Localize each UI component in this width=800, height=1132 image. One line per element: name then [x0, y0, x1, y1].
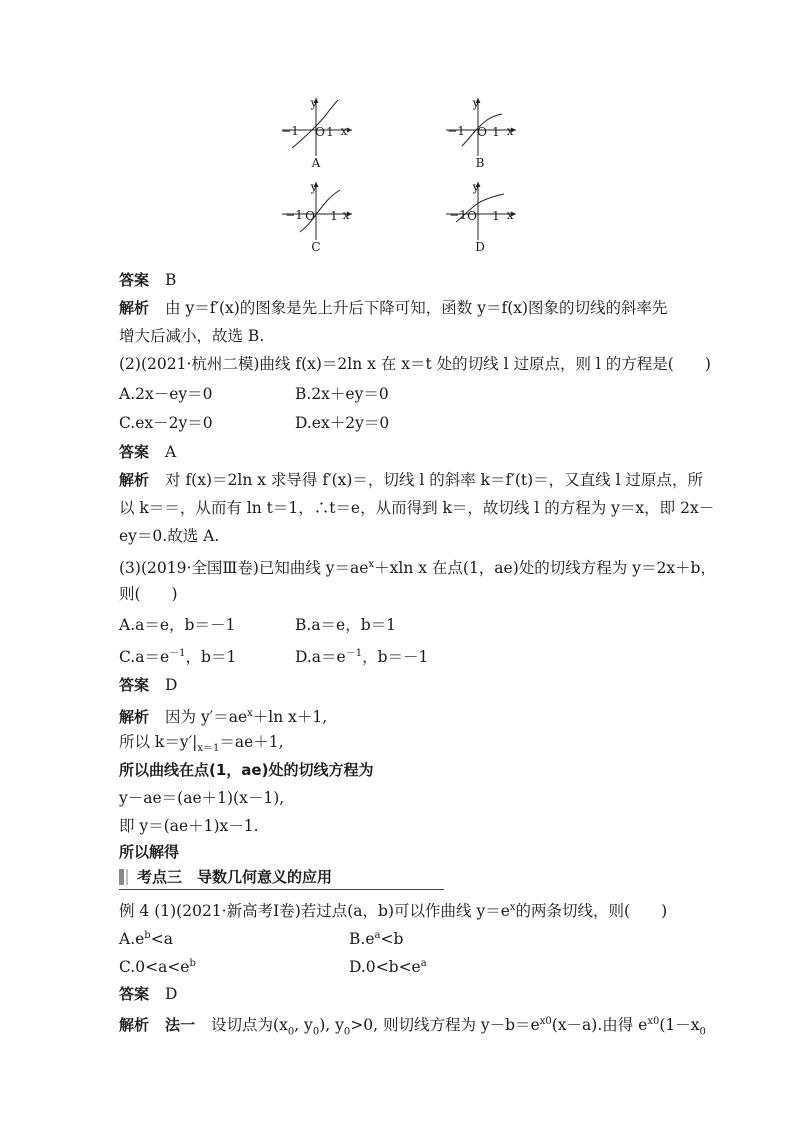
option-text: ，b＝－1 [362, 648, 429, 667]
x-axis-label: x [506, 124, 514, 138]
option-a [119, 926, 349, 949]
option-b: B.a＝e，b＝1 [295, 616, 397, 634]
neg-tick-label: −1 [447, 124, 465, 138]
option-c [119, 644, 295, 667]
option-text: <a [150, 930, 173, 949]
ex4-options-row-1 [119, 926, 403, 949]
analysis-text: ey＝0.故选 A. [119, 527, 220, 545]
q2-analysis-line-2 [119, 498, 714, 518]
y-axis-label: y [472, 96, 480, 110]
question-text: 例 4 (1)(2021·新高考Ⅰ卷)若过点(a，b)可以作曲线 y＝e [119, 902, 510, 921]
q1-answer [119, 270, 176, 290]
origin-label: O [467, 209, 477, 223]
question-text: 则( ) [119, 585, 178, 603]
analysis-label: 解析 [119, 708, 150, 727]
q3-answer [119, 675, 177, 695]
analysis-text: 增大后减小，故选 B. [119, 327, 265, 345]
subscript: 0 [343, 1026, 351, 1038]
option-text: D.a＝e [295, 648, 346, 667]
section-divider [119, 889, 444, 890]
analysis-text: ＋ln x＋1, [252, 708, 328, 727]
x-axis-label: x [342, 208, 350, 222]
option-d [295, 644, 428, 667]
graph-label: C [311, 240, 321, 254]
analysis-text: 所以 k＝y′| [119, 733, 198, 751]
answer-label: 答案 [119, 676, 150, 694]
option-text: D.0<b<e [349, 958, 421, 977]
pos-tick-label: 1 [326, 125, 334, 139]
superscript: x [368, 559, 375, 570]
analysis-text: , y [294, 1016, 313, 1035]
x-axis-label: x [340, 124, 348, 138]
section-marker [119, 869, 124, 885]
q3-stem-line-2 [119, 584, 178, 604]
option-text: C.a＝e [119, 648, 170, 667]
superscript: a [420, 958, 427, 969]
pos-tick-label: 1 [330, 209, 338, 223]
analysis-label: 解析 [119, 471, 150, 489]
option-d: D.ex＋2y＝0 [295, 414, 390, 432]
ex4-options-row-2 [119, 954, 427, 977]
analysis-text: y－ae＝(ae＋1)(x－1), [119, 789, 285, 807]
answer-label: 答案 [119, 443, 150, 461]
option-a: A.2x－ey＝0 [119, 385, 213, 403]
answer-value: A [165, 443, 177, 461]
superscript: b [144, 930, 151, 941]
subscript: 0 [312, 1026, 320, 1038]
q2-answer [119, 442, 176, 462]
option-a: A.a＝e，b＝－1 [119, 616, 236, 634]
option-text: A.e [119, 930, 145, 949]
analysis-text: 由 y＝f′(x)的图象是先上升后下降可知，函数 y＝f(x)图象的切线的斜率先 [165, 299, 668, 317]
q3-analysis-line-5 [119, 816, 259, 836]
superscript: b [189, 958, 196, 969]
origin-label: O [477, 125, 487, 139]
q3-analysis-line-1 [119, 704, 327, 727]
graph-d [442, 178, 522, 254]
option-b [349, 926, 403, 949]
analysis-label: 解析 [119, 1016, 150, 1035]
analysis-text: >0, 则切线方程为 y－b＝e [350, 1016, 540, 1035]
subscript: x＝1 [197, 743, 220, 755]
q3-analysis-line-4 [119, 788, 284, 808]
neg-tick-label: −1 [281, 124, 299, 138]
q3-analysis-line-3 [119, 760, 373, 780]
question-text: 的两条切线，则( ) [515, 902, 668, 921]
q2-analysis-line-3 [119, 526, 219, 546]
answer-label: 答案 [119, 985, 150, 1003]
q3-analysis-line-2 [119, 732, 284, 759]
x-axis-label: x [506, 208, 514, 222]
option-c [119, 954, 349, 977]
q3-options-row-2 [119, 644, 428, 667]
ex4-answer [119, 984, 177, 1004]
analysis-text: 设切点为(x [211, 1016, 288, 1035]
y-axis-label: y [310, 96, 318, 110]
option-text: C.0<a<e [119, 958, 190, 977]
ex4-stem [119, 898, 667, 921]
q1-analysis-line-2 [119, 326, 264, 346]
q2-options-row-1 [119, 384, 389, 404]
q2-options-row-2 [119, 413, 389, 433]
option-text: ，b＝1 [185, 648, 237, 667]
pos-tick-label: 1 [492, 209, 500, 223]
superscript: －1 [169, 648, 186, 659]
section-heading [119, 866, 444, 888]
origin-label: O [315, 125, 325, 139]
superscript: －1 [345, 648, 363, 659]
q3-stem-line-1 [119, 555, 716, 578]
question-text: (3)(2019·全国Ⅲ卷)已知曲线 y＝ae [119, 559, 369, 578]
section-marker [126, 869, 128, 885]
analysis-text: 即 y＝(ae＋1)x－1. [119, 817, 259, 835]
graph-label: D [475, 240, 485, 254]
answer-value: D [165, 985, 178, 1003]
analysis-text: 所以曲线在点(1，ae)处的切线方程为 [119, 761, 374, 779]
answer-value: D [165, 676, 178, 694]
graph-label: A [311, 156, 321, 170]
q2-stem [119, 354, 711, 374]
analysis-label: 解析 [119, 299, 150, 317]
option-text: B.e [349, 930, 375, 949]
answer-label: 答案 [119, 271, 150, 289]
q3-analysis-line-6 [119, 842, 179, 862]
graph-b [442, 94, 522, 170]
graph-c [278, 178, 358, 254]
superscript: x0 [539, 1016, 552, 1027]
option-b: B.2x＋ey＝0 [295, 385, 389, 403]
neg-tick-label: −1 [285, 208, 303, 222]
analysis-text: ), y [319, 1016, 344, 1035]
origin-label: O [305, 209, 315, 223]
section-title: 考点三 导数几何意义的应用 [137, 868, 333, 886]
superscript: x [247, 708, 253, 719]
option-c: C.ex－2y＝0 [119, 414, 213, 432]
analysis-text: (x－a).由得 e [551, 1016, 648, 1035]
ex4-analysis-line-1 [119, 1012, 706, 1042]
analysis-text: 以 k＝＝，从而有 ln t＝1，∴t＝e，从而得到 k＝，故切线 l 的方程为 y＝x，即 2x－ [119, 499, 715, 517]
q2-analysis-line-1 [119, 470, 703, 490]
superscript: x0 [647, 1016, 660, 1027]
pos-tick-label: 1 [492, 125, 500, 139]
superscript: x [509, 902, 516, 913]
question-text: (2)(2021·杭州二模)曲线 f(x)＝2ln x 在 x＝t 处的切线 l 过原点，则 l 的方程是( ) [119, 355, 711, 373]
superscript: a [374, 930, 381, 941]
method-label: 法一 [165, 1016, 196, 1035]
option-text: <b [380, 930, 404, 949]
option-d [349, 954, 427, 977]
answer-value: B [165, 271, 177, 289]
graph-label: B [475, 156, 485, 170]
q1-analysis-line-1 [119, 298, 668, 318]
analysis-text: 所以解得 [119, 843, 180, 861]
subscript: 0 [287, 1026, 295, 1038]
question-text: ＋xln x 在点(1，ae)处的切线方程为 y＝2x＋b， [374, 559, 716, 578]
analysis-text: 对 f(x)＝2ln x 求导得 f′(x)＝，切线 l 的斜率 k＝f′(t)＝，又直线 l 过原点，所 [165, 471, 703, 489]
analysis-text: (1－x [659, 1016, 700, 1035]
analysis-text: 因为 y′＝ae [165, 708, 248, 727]
graph-a [278, 94, 358, 170]
subscript: 0 [699, 1026, 706, 1038]
neg-tick-label: −1 [449, 208, 467, 222]
analysis-text: ＝ae＋1, [219, 733, 284, 751]
y-axis-label: y [472, 180, 480, 194]
q3-options-row-1 [119, 615, 396, 635]
y-axis-label: y [310, 180, 318, 194]
